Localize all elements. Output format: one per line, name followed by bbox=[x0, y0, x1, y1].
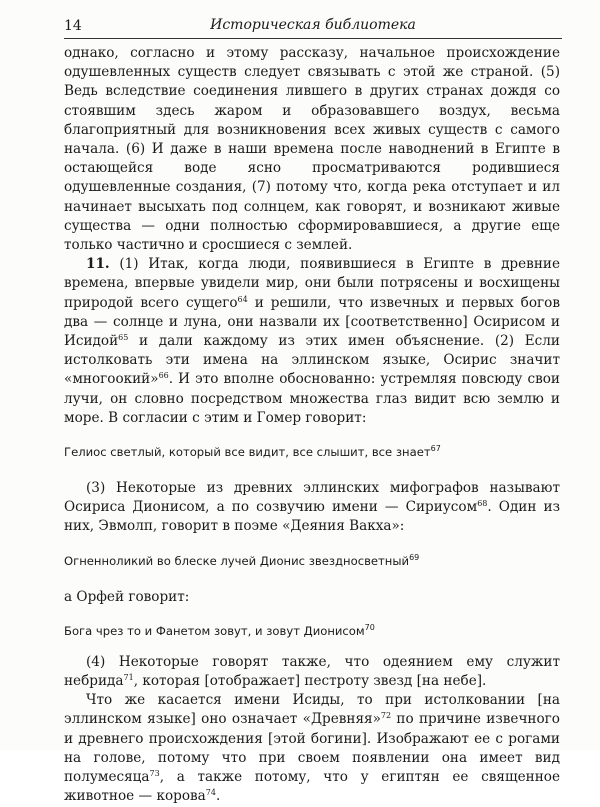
footnote-ref-69: 69 bbox=[409, 552, 420, 562]
footnote-ref-70: 70 bbox=[364, 622, 375, 632]
footnote-ref-72: 72 bbox=[380, 711, 392, 721]
text-segment: (1) Итак, когда люди, появившиеся в Египте в древние времена, впервые увидели мир, они были потрясены и восхищены природой всего сущего bbox=[64, 256, 560, 311]
running-header bbox=[64, 16, 562, 39]
text-segment: Что же касается имени Исиды, то при истолковании [на эллинском языке] оно означает «Древняя» bbox=[64, 692, 560, 728]
paragraph-chapter-11 bbox=[64, 255, 560, 428]
paragraph-6 bbox=[64, 691, 560, 806]
page-number: 14 bbox=[64, 18, 82, 34]
paragraph-5 bbox=[64, 653, 560, 691]
verse-text: Бога чрез то и Фанетом зовут, и зовут Дионисом bbox=[64, 623, 365, 638]
page-body bbox=[64, 44, 560, 807]
footnote-ref-66: 66 bbox=[158, 371, 169, 381]
text-segment: . И это вполне обоснованно: устремляя повсюду свои лучи, он словно посредством множества глаз видит всю землю и море. В согласии с этим и Гомер говорит: bbox=[64, 371, 560, 426]
footnote-ref-71: 71 bbox=[123, 673, 134, 683]
text-segment: и дали каждому из этих имен объяснение. (2) Если истолковать эти имена на эллинском языке, Осирис значит «многоокий» bbox=[64, 333, 560, 388]
paragraph-4: а Орфей говорит: bbox=[64, 588, 190, 605]
footnote-ref-74: 74 bbox=[205, 788, 216, 798]
text-segment: по причине извечного и древнего происхождения [этой богини]. Изображают ее с рогами на голове, потому что при своем появлении она имеет вид полумесяца bbox=[64, 711, 560, 786]
text-segment: и решили, что извечных и первых богов два — солнце и луна, они назвали их [соответственно] Осирисом и Исидой bbox=[64, 294, 560, 350]
verse-quote-3 bbox=[64, 623, 560, 639]
paragraph-3 bbox=[64, 479, 560, 537]
text-segment: , а также потому, что у египтян ее священное животное — корова bbox=[64, 769, 560, 805]
verse-text: Гелиос светлый, который все видит, все слышит, все знает bbox=[64, 445, 431, 460]
text-segment: . Один из них, Эвмолп, говорит в поэме «Деяния Вакха»: bbox=[64, 499, 561, 535]
paragraph-1: однако, согласно и этому рассказу, начальное происхождение одушевленных существ следует связывать с этой же страной. (5) Ведь вследствие соединения лившего в других странах дождя со стоявшим здесь жаром и образовавшего воздух, весьма благоприятный для возникновения всех живых существ с самого начала. (6) И даже в наши времена после наводнений в Египте в остающейся воде ясно просматриваются родившиеся одушевленные создания, (7) потому что, когда река отступает и ил начинает высыхать под солнцем, как говорят, и возникают живые существа — одни полностью сформировавшиеся, а другие еще только частично и сросшиеся с землей. bbox=[64, 45, 560, 254]
footnote-ref-68: 68 bbox=[477, 499, 488, 509]
text-segment: (4) Некоторые говорят также, что одеянием ему служит небрида bbox=[64, 653, 560, 690]
footnote-ref-67: 67 bbox=[430, 444, 441, 454]
footnote-ref-64: 64 bbox=[237, 294, 248, 304]
verse-quote-1 bbox=[64, 444, 560, 460]
running-title: Историческая библиотека bbox=[210, 17, 416, 33]
text-segment: , которая [отображает] пестроту звезд [на небе]. bbox=[133, 673, 487, 690]
footnote-ref-65: 65 bbox=[118, 333, 129, 343]
text-segment: (3) Некоторые из древних эллинских мифографов называют Осириса Дионисом, а по созвучию имени — Сириусом bbox=[64, 480, 560, 516]
text-segment: . bbox=[215, 788, 221, 805]
chapter-number: 11. bbox=[86, 256, 110, 273]
verse-quote-2 bbox=[64, 553, 560, 569]
verse-text: Огненноликий во блеске лучей Дионис звездносветный bbox=[64, 553, 410, 568]
footnote-ref-73: 73 bbox=[149, 769, 160, 779]
